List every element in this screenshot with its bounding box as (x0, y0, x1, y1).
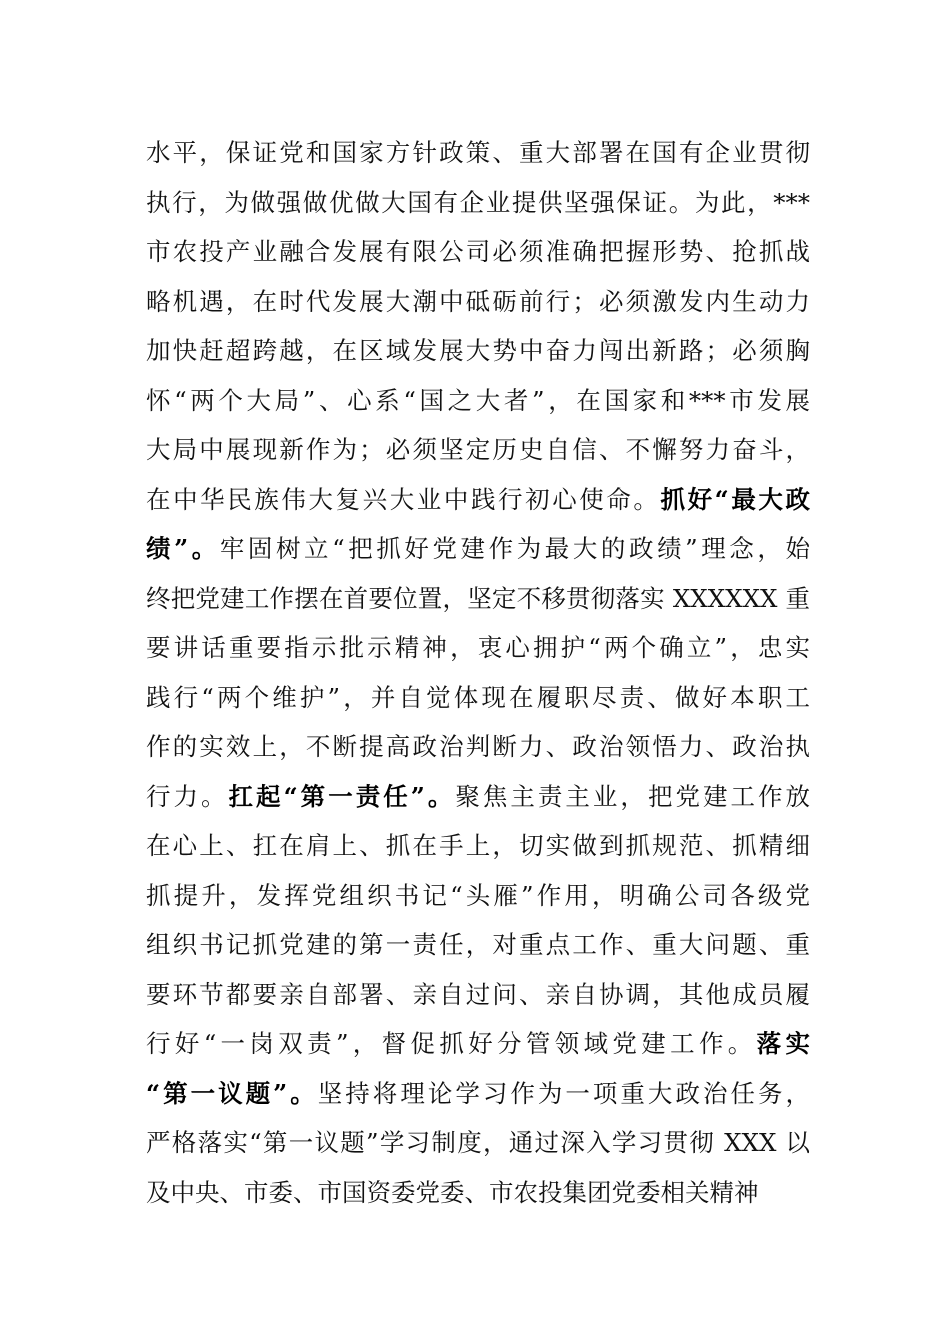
text-line (146, 1118, 810, 1168)
paragraph-text: 执行，为做强做优做大国有企业提供坚强保证。为此，*** (146, 187, 810, 217)
paragraph-text: 行力。 (146, 781, 229, 811)
text-line (146, 1069, 810, 1119)
text-line (146, 178, 810, 228)
text-line (146, 524, 810, 574)
text-line (146, 227, 810, 277)
text-line (146, 128, 810, 178)
text-line (146, 772, 810, 822)
text-line (146, 326, 810, 376)
paragraph-text: 在中华民族伟大复兴大业中践行初心使命。 (146, 484, 661, 514)
text-line (146, 1168, 810, 1218)
text-line (146, 673, 810, 723)
paragraph-text: 抓提升，发挥党组织书记“头雁”作用，明确公司各级党 (146, 880, 810, 910)
text-line (146, 376, 810, 426)
paragraph-text: 组织书记抓党建的第一责任，对重点工作、重大问题、重 (146, 930, 810, 959)
paragraph-text: 要环节都要亲自部署、亲自过问、亲自协调，其他成员履 (146, 979, 810, 1009)
text-line (146, 574, 810, 624)
bold-heading-text: 扛起“第一责任”。 (228, 781, 456, 811)
paragraph-text: 作的实效上，不断提高政治判断力、政治领悟力、政治执 (146, 732, 810, 761)
paragraph-text: 略机遇，在时代发展大潮中砥砺前行；必须激发内生动力 (146, 286, 810, 316)
text-line (146, 425, 810, 475)
text-line (146, 970, 810, 1020)
paragraph-text: 聚焦主责主业，把党建工作放 (455, 781, 811, 811)
paragraph-text: 践行“两个维护”，并自觉体现在履职尽责、做好本职工 (146, 682, 810, 712)
bold-heading-text: 落实 (756, 1029, 810, 1058)
paragraph-text: 行好“一岗双责”，督促抓好分管领域党建工作。 (146, 1029, 757, 1058)
bold-heading-text: 绩”。 (146, 534, 220, 563)
text-line (146, 1019, 810, 1069)
paragraph-text: 终把党建工作摆在首要位置，坚定不移贯彻落实 XXXXXX 重 (146, 583, 810, 613)
bold-heading-text: 抓好“最大政 (660, 484, 811, 514)
paragraph-text: 严格落实“第一议题”学习制度，通过深入学习贯彻 XXX 以 (146, 1128, 810, 1157)
paragraph-text: 牢固树立“把抓好党建作为最大的政绩”理念，始 (219, 534, 810, 563)
text-line (146, 871, 810, 921)
bold-heading-text: “第一议题”。 (146, 1078, 318, 1108)
paragraph-text: 加快赶超跨越，在区域发展大势中奋力闯出新路；必须胸 (146, 336, 810, 365)
paragraph-text: 在心上、扛在肩上、抓在手上，切实做到抓规范、抓精细 (146, 831, 810, 860)
paragraph-text: 大局中展现新作为；必须坚定历史自信、不懈努力奋斗， (146, 435, 810, 464)
paragraph-text: 水平，保证党和国家方针政策、重大部署在国有企业贯彻 (146, 138, 810, 167)
text-line (146, 475, 810, 525)
paragraph-text: 及中央、市委、市国资委党委、市农投集团党委相关精神 (146, 1177, 759, 1207)
paragraph-text: 要讲话重要指示批示精神，衷心拥护“两个确立”，忠实 (146, 633, 810, 662)
paragraph-text: 坚持将理论学习作为一项重大政治任务， (317, 1078, 811, 1108)
text-line (146, 277, 810, 327)
text-line (146, 623, 810, 673)
text-line (146, 821, 810, 871)
text-line (146, 920, 810, 970)
text-line (146, 722, 810, 772)
paragraph-text: 怀“两个大局”、心系“国之大者”，在国家和***市发展 (146, 385, 810, 415)
body-text (146, 128, 810, 1217)
paragraph-text: 市农投产业融合发展有限公司必须准确把握形势、抢抓战 (146, 237, 810, 266)
